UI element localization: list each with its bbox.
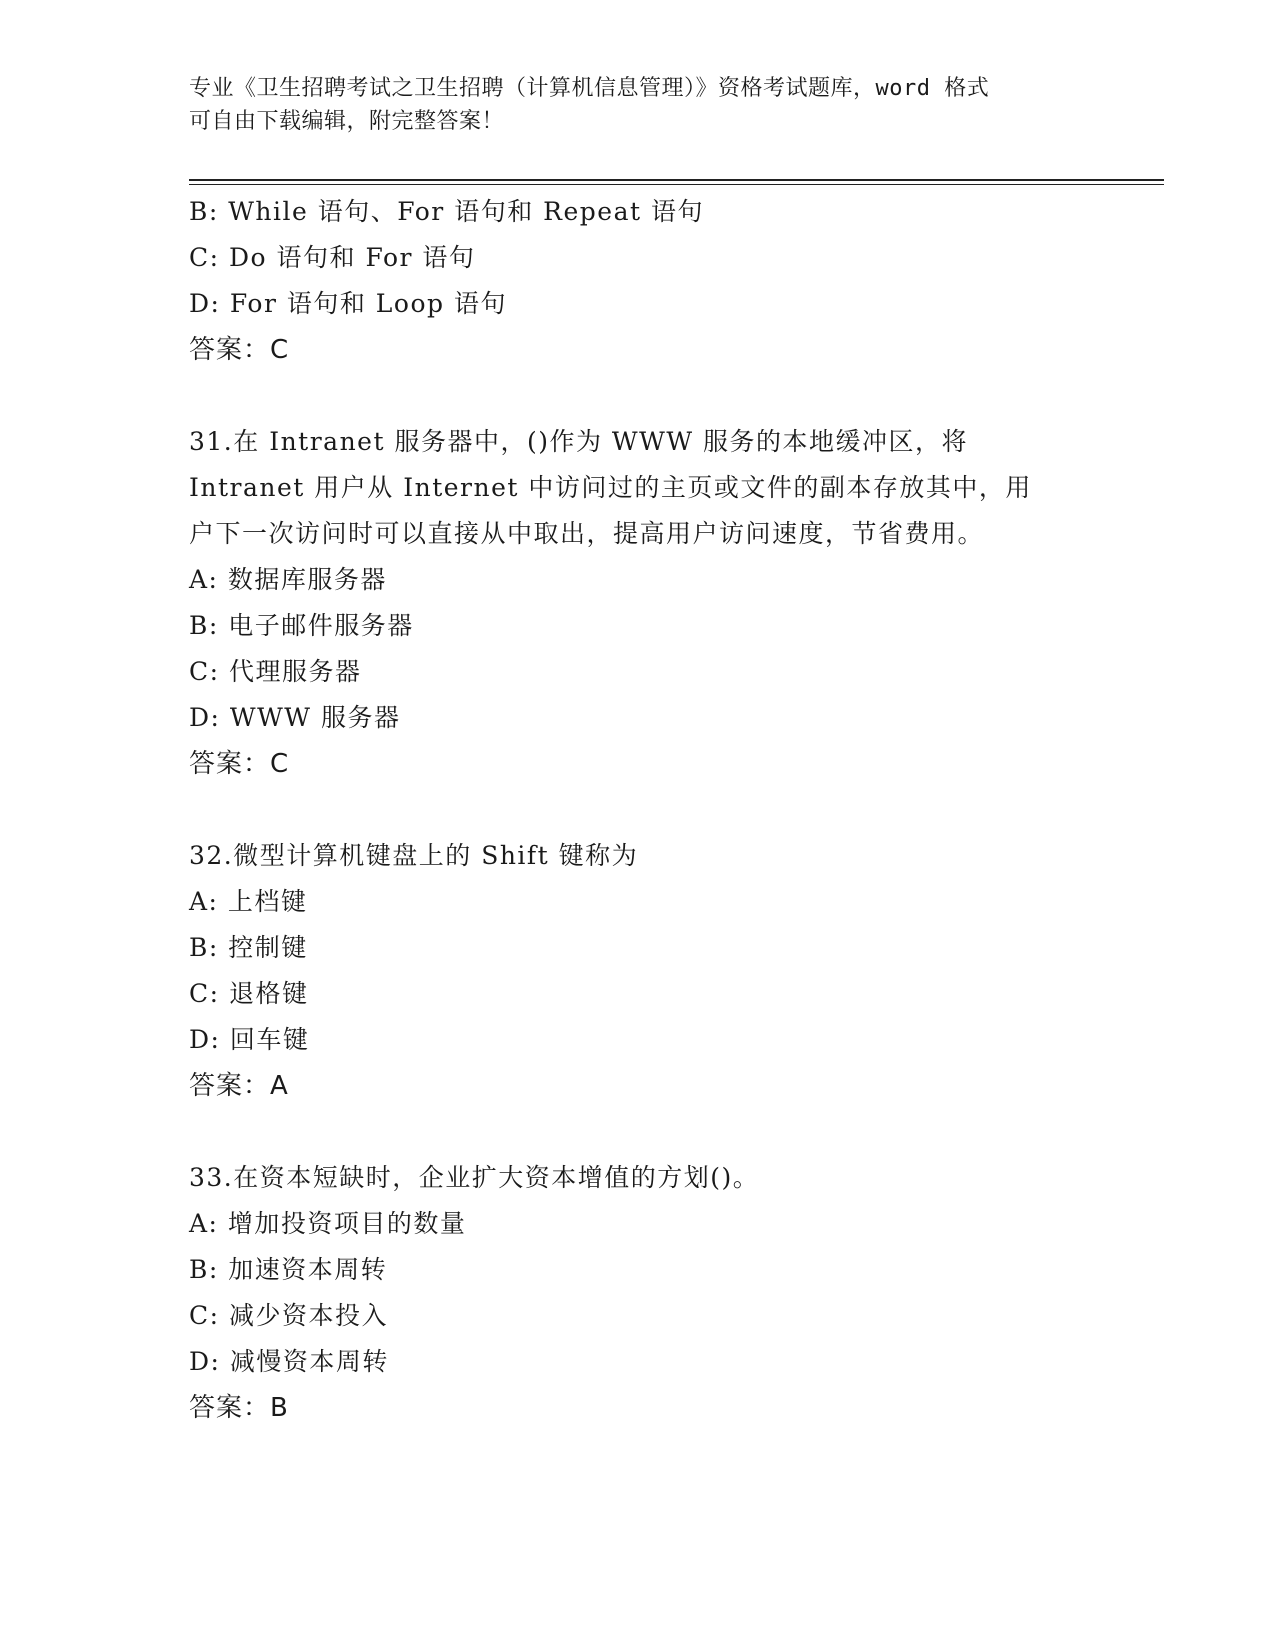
header-line-2: 可自由下载编辑，附完整答案！ xyxy=(189,109,505,134)
option-b: B: 加速资本周转 xyxy=(189,1255,388,1284)
option-a: A: 上档键 xyxy=(189,887,308,916)
option-a: A: 数据库服务器 xyxy=(189,565,387,594)
spacer xyxy=(189,1109,1089,1155)
answer-line: 答案：A xyxy=(189,1071,289,1101)
question-content xyxy=(189,189,1089,1431)
document-header xyxy=(189,72,1089,138)
option-c: C: Do 语句和 For 语句 xyxy=(189,243,476,272)
option-b: B: While 语句、For 语句和 Repeat 语句 xyxy=(189,197,704,226)
answer-line: 答案：C xyxy=(189,335,290,365)
question-32-block xyxy=(189,833,1089,1109)
spacer xyxy=(189,373,1089,419)
option-b: B: 控制键 xyxy=(189,933,308,962)
question-stem-line: 33.在资本短缺时，企业扩大资本增值的方划()。 xyxy=(189,1163,760,1192)
option-c: C: 代理服务器 xyxy=(189,657,362,686)
option-b: B: 电子邮件服务器 xyxy=(189,611,414,640)
question-stem-line: 31.在 Intranet 服务器中，()作为 WWW 服务的本地缓冲区，将 xyxy=(189,427,968,456)
spacer xyxy=(189,787,1089,833)
option-c: C: 退格键 xyxy=(189,979,309,1008)
option-d: D: WWW 服务器 xyxy=(189,703,401,732)
question-stem-line: 32.微型计算机键盘上的 Shift 键称为 xyxy=(189,841,639,870)
header-divider-thin xyxy=(189,184,1164,185)
question-stem-line: Intranet 用户从 Internet 中访问过的主页或文件的副本存放其中，用 xyxy=(189,473,1032,502)
option-d: D: 回车键 xyxy=(189,1025,310,1054)
option-a: A: 增加投资项目的数量 xyxy=(189,1209,467,1238)
question-33-block xyxy=(189,1155,1089,1431)
option-c: C: 减少资本投入 xyxy=(189,1301,388,1330)
option-d: D: For 语句和 Loop 语句 xyxy=(189,289,507,318)
question-stem-line: 户下一次访问时可以直接从中取出，提高用户访问速度，节省费用。 xyxy=(189,519,985,548)
header-line-1: 专业《卫生招聘考试之卫生招聘（计算机信息管理）》资格考试题库，word 格式 xyxy=(189,76,990,101)
header-divider-thick xyxy=(189,179,1164,181)
answer-line: 答案：C xyxy=(189,749,290,779)
answer-line: 答案：B xyxy=(189,1393,289,1423)
option-d: D: 减慢资本周转 xyxy=(189,1347,389,1376)
question-31-block xyxy=(189,419,1089,787)
prev-question-block xyxy=(189,189,1089,373)
